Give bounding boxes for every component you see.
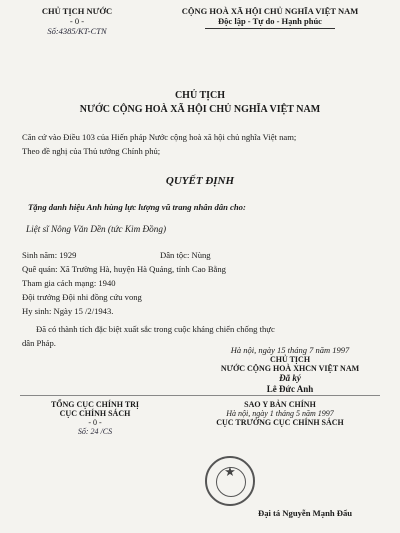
detail-joined: Tham gia cách mạng: 1940 [22, 278, 116, 288]
preamble-line-2: Theo đề nghị của Thủ tướng Chính phủ; [22, 146, 161, 156]
preamble-line-1: Căn cứ vào Điều 103 của Hiến pháp Nước cộng hoà xã hội chủ nghĩa Việt nam; [22, 132, 297, 142]
main-signature-signed: Đã ký [279, 373, 301, 383]
national-header [155, 6, 385, 31]
achievement-line-1: Đã có thành tích đặc biệt xuất sắc trong cuộc kháng chiến chống thực [36, 324, 275, 334]
honoree-name: Liệt sĩ Nông Văn Dền (tức Kim Đồng) [26, 224, 167, 234]
decision-title: QUYẾT ĐỊNH [165, 175, 235, 187]
detail-team: Đội trưởng Đội nhi đồng cứu vong [22, 292, 142, 302]
official-stamp [205, 456, 255, 506]
detail-hometown: Quê quán: Xã Trường Hà, huyện Hà Quảng, tỉnh Cao Bằng [22, 264, 226, 274]
issuer-block [22, 6, 132, 36]
decision-subtitle: Tặng danh hiệu Anh hùng lực lượng vũ trang nhân dân cho: [28, 202, 246, 212]
issuer-title: CHỦ TỊCH NƯỚC [41, 6, 113, 16]
authority-line2: NƯỚC CỘNG HOÀ XÃ HỘI CHỦ NGHĨA VIỆT NAM [79, 104, 321, 115]
main-signature-role1: CHỦ TỊCH [269, 355, 311, 364]
copy-issuer-mark: - 0 - [88, 418, 102, 427]
motto-underline [205, 28, 335, 29]
copy-certification-block [190, 400, 370, 427]
authority-line1: CHỦ TỊCH [174, 90, 226, 101]
stamp-star-icon: ★ [224, 464, 236, 479]
copy-issuer-number: Số: 24 /CS [77, 427, 113, 436]
copy-date: Hà nội, ngày 1 tháng 5 năm 1997 [226, 409, 334, 418]
copy-issuer-org1: TỔNG CỤC CHÍNH TRỊ [50, 400, 140, 409]
issuer-mark: - 0 - [69, 16, 85, 26]
copy-issuer-block [30, 400, 160, 436]
main-signature-role2: NƯỚC CỘNG HOÀ XHCN VIỆT NAM [220, 364, 360, 373]
copy-label: SAO Y BẢN CHÍNH [244, 400, 316, 409]
national-motto: Độc lập - Tự do - Hạnh phúc [218, 16, 322, 26]
main-signature-name: Lê Đức Anh [266, 384, 314, 394]
section-divider [20, 395, 380, 396]
detail-ethnicity: Dân tộc: Nùng [160, 250, 211, 260]
main-signature-block [195, 345, 385, 394]
detail-died: Hy sinh: Ngày 15 /2/1943. [22, 306, 114, 316]
achievement-line-2: dân Pháp. [22, 338, 56, 348]
copy-role: CỤC TRƯỞNG CỤC CHÍNH SÁCH [216, 418, 344, 427]
copy-signer-name: Đại tá Nguyễn Mạnh Đẩu [258, 508, 353, 518]
copy-issuer-org2: CỤC CHÍNH SÁCH [59, 409, 131, 418]
doc-number: Số:4385/KT-CTN [47, 26, 107, 36]
country-name: CỘNG HOÀ XÃ HỘI CHỦ NGHĨA VIỆT NAM [181, 6, 359, 16]
main-signature-date: Hà nội, ngày 15 tháng 7 năm 1997 [230, 345, 350, 355]
detail-birth: Sinh năm: 1929 [22, 250, 77, 260]
